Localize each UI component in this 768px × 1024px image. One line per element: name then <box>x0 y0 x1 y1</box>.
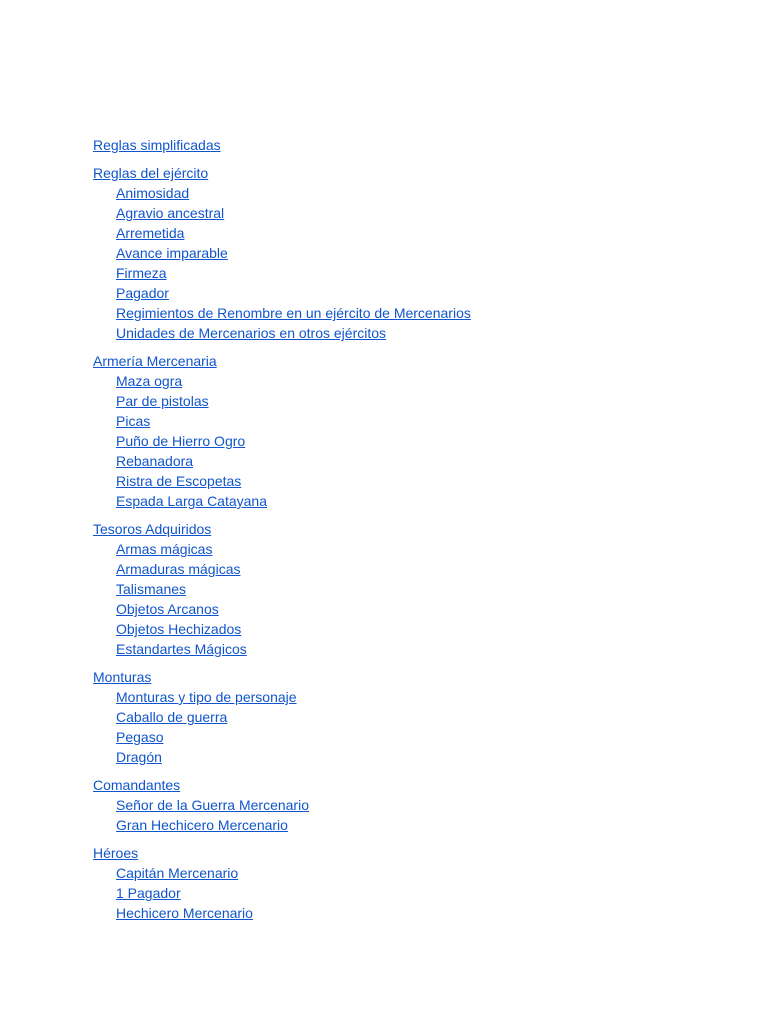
toc-item-link[interactable]: Objetos Hechizados <box>116 621 242 637</box>
toc-section <box>93 135 733 155</box>
toc-item-link[interactable]: Ristra de Escopetas <box>116 473 242 489</box>
toc-item-link[interactable]: Picas <box>116 413 151 429</box>
toc-section-link[interactable]: Armería Mercenaria <box>93 353 217 369</box>
table-of-contents <box>93 135 733 931</box>
toc-section <box>93 519 733 659</box>
toc-item-link[interactable]: Hechicero Mercenario <box>116 905 253 921</box>
toc-item-link[interactable]: Rebanadora <box>116 453 194 469</box>
toc-section-link[interactable]: Comandantes <box>93 777 181 793</box>
toc-item-link[interactable]: Armaduras mágicas <box>116 561 241 577</box>
toc-item-link[interactable]: Talismanes <box>116 581 187 597</box>
toc-item-link[interactable]: Unidades de Mercenarios en otros ejércitos <box>116 325 387 341</box>
toc-item-link[interactable]: Arremetida <box>116 225 185 241</box>
toc-section <box>93 667 733 767</box>
toc-item-link[interactable]: Objetos Arcanos <box>116 601 219 617</box>
toc-section <box>93 775 733 835</box>
toc-item-link[interactable]: Agravio ancestral <box>116 205 225 221</box>
toc-section <box>93 163 733 343</box>
toc-section <box>93 843 733 923</box>
toc-section-link[interactable]: Tesoros Adquiridos <box>93 521 212 537</box>
toc-item-link[interactable]: Animosidad <box>116 185 190 201</box>
toc-item-link[interactable]: Avance imparable <box>116 245 228 261</box>
toc-item-link[interactable]: Puño de Hierro Ogro <box>116 433 246 449</box>
toc-section-link[interactable]: Reglas del ejército <box>93 165 209 181</box>
toc-item-link[interactable]: Regimientos de Renombre en un ejército de Mercenarios <box>116 305 471 321</box>
toc-item-link[interactable]: Espada Larga Catayana <box>116 493 267 509</box>
toc-item-link[interactable]: Monturas y tipo de personaje <box>116 689 297 705</box>
toc-item-link[interactable]: Gran Hechicero Mercenario <box>116 817 288 833</box>
toc-section <box>93 351 733 511</box>
toc-item-link[interactable]: Capitán Mercenario <box>116 865 239 881</box>
toc-section-link[interactable]: Reglas simplificadas <box>93 137 221 153</box>
toc-item-link[interactable]: Pagador <box>116 285 169 301</box>
toc-item-link[interactable]: Armas mágicas <box>116 541 213 557</box>
toc-item-link[interactable]: Pegaso <box>116 729 164 745</box>
toc-item-link[interactable]: Estandartes Mágicos <box>116 641 247 657</box>
toc-section-link[interactable]: Monturas <box>93 669 152 685</box>
toc-item-link[interactable]: Caballo de guerra <box>116 709 228 725</box>
toc-item-link[interactable]: 1 Pagador <box>116 885 181 901</box>
toc-section-link[interactable]: Héroes <box>93 845 139 861</box>
toc-item-link[interactable]: Par de pistolas <box>116 393 209 409</box>
toc-item-link[interactable]: Señor de la Guerra Mercenario <box>116 797 309 813</box>
toc-item-link[interactable]: Dragón <box>116 749 162 765</box>
toc-item-link[interactable]: Firmeza <box>116 265 167 281</box>
toc-item-link[interactable]: Maza ogra <box>116 373 183 389</box>
